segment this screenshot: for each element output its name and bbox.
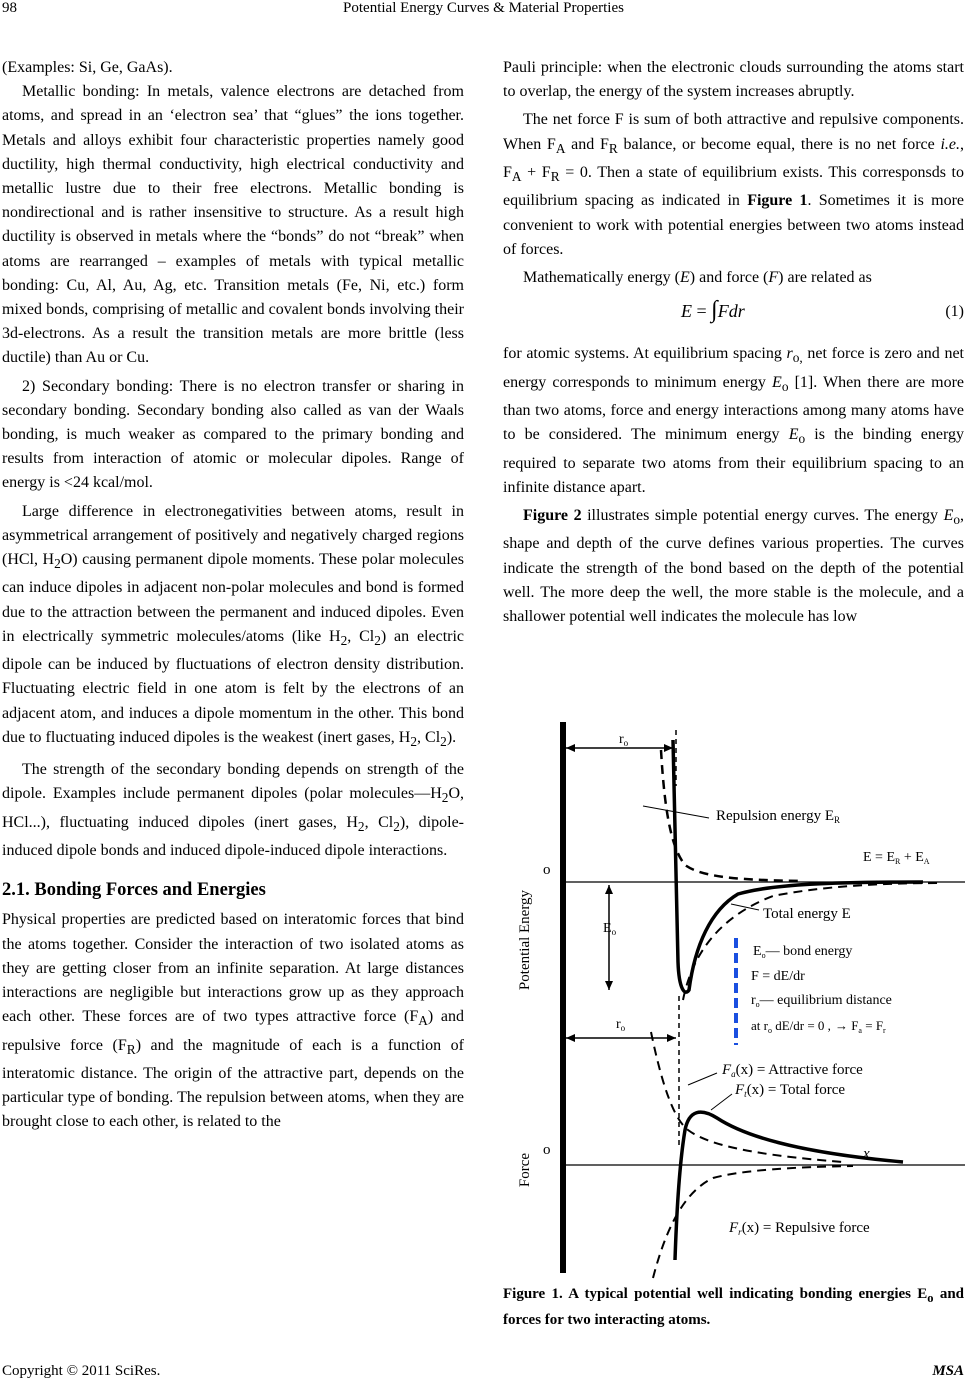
legend-equilibrium: $r_o—$ equilibrium distance bbox=[751, 993, 892, 1009]
journal-abbreviation: MSA bbox=[932, 1363, 964, 1379]
legend-force-relation: F = dE/dr bbox=[751, 969, 805, 984]
paragraph-dipole-strength: The strength of the secondary bonding depends on strength of the dipole. Examples include permanent dipoles (polar $molecules—H_2O$, HCl...), fluctuating induced dipoles (inert gases, $H_2$, $Cl_2$), dipole-induced dipole bonds and induced dipole-induced dipole interactions. bbox=[2, 761, 465, 860]
running-title: Potential Energy Curves & Material Properties bbox=[343, 0, 624, 16]
paragraph-dipoles: Large difference in electronegativities between atoms, result in asymmetrical arrangement of positively and negatively charged regions (HCl, $H_2O$) causing permanent dipole moments. These polar molecules can induce dipoles in adjacent non-polar molecules and bond is formed due to the attraction between the permanent and induced dipoles. Even in electrically symmetric molecules/atoms (like $H_2$, $Cl_2$) an electric dipole can be induced by fluctuations of electron density distribution. Fluctuating electric field in one atom is felt by the electrons of an adjacent atom, and induces a dipole momentum in the other. This bond due to fluctuating induced dipoles is the weakest (inert gases, $H_2$, $Cl_2$). bbox=[2, 502, 465, 750]
ro-label-lower: $r_o$ bbox=[616, 1017, 626, 1033]
paragraph-energy-force: Mathematically energy (E) and force (F) are related as bbox=[523, 269, 872, 286]
total-energy-label: Total energy E bbox=[763, 906, 851, 922]
figure-reference: Figure 2 bbox=[523, 506, 582, 524]
repulsive-force-label: $F_r(x)$ = Repulsive force bbox=[729, 1220, 870, 1237]
right-column bbox=[503, 56, 964, 629]
paragraph-secondary-bonding: 2) Secondary bonding: There is no electron transfer or sharing in secondary bonding. Secondary bonding also called as van der Waals bonding, is much weaker as compared to the primary bonding and results from interaction of atomic or molecular dipoles. Range of energy is <24 kcal/mol. bbox=[2, 377, 464, 492]
figure-reference: Figure 1 bbox=[747, 192, 808, 210]
total-force-curve bbox=[675, 1112, 903, 1260]
total-force-label: $F_t(x)$ = Total force bbox=[735, 1082, 846, 1099]
paragraph-metallic-bonding: Metallic bonding: In metals, valence electrons are detached from atoms, and spread in an ‘electron sea’ that “glues” the ions together. Metals and alloys exhibit four characteristic properties namely good ductility, high thermal conductivity, high electrical conductivity and metallic lustre due to their free electrons. Metallic bonding is nondirectional and is rather insensitive to structure. As a result high ductility is observed in metals where the “bonds” do not “break” when atoms are rearranged – examples of metals with typical metallic bonding: Cu, Al, Au, Ag, etc. Transition metals (Fe, Ni, etc.) form mixed bonds, comprising of metallic and covalent bonds involving their 3d-electrons. As a result the transition metals are more brittle (less ductile) than Au or Cu. bbox=[2, 83, 464, 367]
attractive-energy-curve bbox=[683, 883, 943, 1000]
force-origin: o bbox=[543, 1142, 551, 1158]
section-heading: 2.1. Bonding Forces and Energies bbox=[2, 880, 266, 901]
copyright: Copyright © 2011 SciRes. bbox=[2, 1363, 161, 1379]
legend-condition: at $r_o$ dE/dr = 0 , → $F_a = F_r$ bbox=[751, 1018, 886, 1035]
page-header bbox=[0, 0, 967, 22]
attractive-force-label: $F_a(x)$ = Attractive force bbox=[722, 1062, 863, 1079]
paragraph-equilibrium: for atomic systems. At equilibrium spacing $r_{o,}$ net force is zero and net energy corresponds to minimum energy $E_o$ [1]. When there are more than two atoms, force and energy interactions among many atoms have to be considered. The minimum energy $E_o$ is the binding energy required to separate two atoms from their equilibrium spacing to an infinite distance apart. bbox=[503, 345, 965, 496]
potential-well-diagram bbox=[503, 700, 965, 1280]
attractive-force-leader bbox=[688, 1073, 717, 1085]
x-axis-label: x bbox=[863, 1146, 870, 1162]
energy-origin: o bbox=[543, 862, 551, 878]
potential-energy-label: Potential Energy bbox=[517, 889, 533, 991]
eo-label: $E_o$ bbox=[603, 921, 617, 937]
total-force-leader bbox=[711, 1094, 732, 1110]
force-label: Force bbox=[517, 1152, 533, 1188]
page-footer bbox=[2, 1363, 964, 1380]
ro-label-top: $r_o$ bbox=[619, 732, 629, 748]
paragraph-potential-curves: Figure 2 illustrates simple potential energy curves. The energy $E_o$, shape and depth of the curve defines various properties. The curves indicate the strength of the bond based on the depth of the potential well. The more deep the well, the more stable is the molecule, and a shallower potential well indicates the molecule has low bbox=[503, 506, 965, 625]
figure-1 bbox=[503, 700, 965, 1280]
paragraph-pauli: Pauli principle: when the electronic clouds surrounding the atoms start to overlap, the energy of the system increases abruptly. bbox=[503, 59, 964, 101]
figure-caption: Figure 1. A typical potential well indicating bonding energies $E_o$ and forces for two interacting atoms. bbox=[503, 1286, 965, 1328]
equation-1 bbox=[503, 296, 964, 336]
page-number: 98 bbox=[2, 0, 17, 16]
paragraph: (Examples: Si, Ge, GaAs). bbox=[2, 59, 173, 76]
left-column bbox=[2, 56, 464, 1135]
repulsion-label: Repulsion energy $E_R$ bbox=[716, 808, 841, 825]
energy-sum-label: $E = E_R + E_A$ bbox=[863, 850, 930, 866]
legend-bond-energy: $E_o—$ bond energy bbox=[753, 944, 853, 960]
paragraph-bonding-forces: Physical properties are predicted based on interatomic forces that bind the atoms together. Consider the interaction of two isolated atoms as they are getting closer from an infinite separation. At large distances interactions are negligible but interactions grow up as they approach each other. These forces are of two types attractive force $(F_A)$ and repulsive force $(F_R)$ and the magnitude of each is a function of interatomic distance. The origin of the attractive part, depends on the particular type of bonding. The repulsion between atoms, when they are brought close to each other, is related to the bbox=[2, 911, 465, 1131]
paragraph-net-force: The net force F is sum of both attractive and repulsive components. When $F_A$ and $F_R$ balance, or become equal, there is no net force i.e., $F_A + F_R = 0$. Then a state of equilibrium exists. This corresponsds to equilibrium spacing as indicated in Figure 1. Sometimes it is more convenient to work with potential energies between two atoms instead of forces. bbox=[503, 111, 965, 258]
equation-number: (1) bbox=[945, 303, 964, 321]
equation-body: E = ∫Fdr bbox=[681, 297, 745, 324]
